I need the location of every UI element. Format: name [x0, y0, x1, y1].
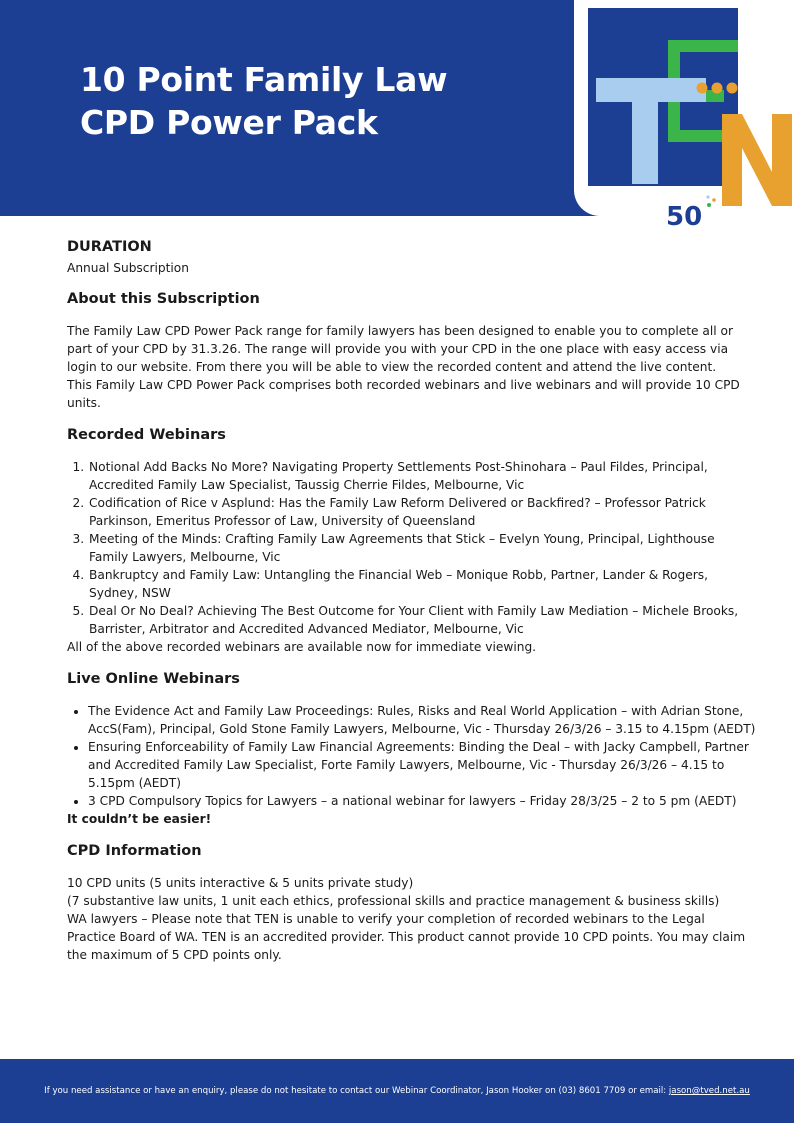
logo-letter-n	[722, 114, 792, 206]
footer-text: If you need assistance or have an enquiry, please do not hesitate to contact our Webinar Coordinator, Jason Hooker on (03) 8601 7709 or email:	[44, 1086, 669, 1096]
recorded-note: All of the above recorded webinars are available now for immediate viewing.	[67, 640, 537, 654]
cpd-line-2: (7 substantive law units, 1 unit each ethics, professional skills and practice management & business skills)	[67, 894, 720, 908]
cpd-line-1: 10 CPD units (5 units interactive & 5 units private study)	[67, 876, 414, 890]
main-content	[67, 238, 757, 964]
live-webinars-list	[67, 702, 757, 810]
recorded-heading: Recorded Webinars	[67, 427, 226, 443]
footer-email-link[interactable]: jason@tved.net.au	[668, 1086, 750, 1096]
logo-letter-t-stem	[632, 78, 658, 184]
ten-logo	[574, 0, 794, 232]
cpd-heading: CPD Information	[67, 843, 202, 859]
live-note: It couldn’t be easier!	[67, 812, 212, 826]
live-webinar-item: • 3 CPD Compulsory Topics for Lawyers – a national webinar for lawyers – Friday 28/3/25 – 2 to 5 pm (AEDT)	[88, 792, 757, 810]
anniversary-50-badge	[666, 195, 716, 232]
duration-value: Annual Subscription	[67, 261, 189, 275]
title-line-2: CPD Power Pack	[80, 103, 378, 142]
about-paragraph-1: The Family Law CPD Power Pack range for family lawyers has been designed to enable you to complete all or part of your CPD by 31.3.26. The range will provide you with your CPD in the one place with easy access via login to our website. From there you will be able to view the recorded content and attend the live content.	[67, 324, 734, 374]
recorded-webinar-item: 4. Bankruptcy and Family Law: Untangling the Financial Web – Monique Robb, Partner, Lander & Rogers, Sydney, NSW	[88, 566, 757, 602]
about-heading: About this Subscription	[67, 291, 260, 307]
cpd-line-3: WA lawyers – Please note that TEN is unable to verify your completion of recorded webinars to the Legal Practice Board of WA. TEN is an accredited provider. This product cannot provide 10 CPD points. You may claim the maximum of 5 CPD points only.	[67, 912, 746, 962]
logo-dot-1	[697, 83, 708, 94]
page-title	[80, 58, 447, 144]
live-heading: Live Online Webinars	[67, 671, 240, 687]
logo-dot-2	[712, 83, 723, 94]
title-line-1: 10 Point Family Law	[80, 60, 448, 99]
recorded-webinar-item: 5. Deal Or No Deal? Achieving The Best Outcome for Your Client with Family Law Mediation – Michele Brooks, Barrister, Arbitrator and Accredited Advanced Mediator, Melbourne, Vic	[88, 602, 757, 638]
logo-dot-3	[727, 83, 738, 94]
live-webinar-item: • The Evidence Act and Family Law Proceedings: Rules, Risks and Real World Application – with Adrian Stone, AccS(Fam), Principal, Gold Stone Family Lawyers, Melbourne, Vic - Thursday 26/3/26 – 3.15 to 4.15pm (AEDT)	[88, 702, 757, 738]
footer	[0, 1059, 794, 1123]
badge-50-text: 50	[666, 202, 703, 232]
recorded-webinar-item: 2. Codification of Rice v Asplund: Has the Family Law Reform Delivered or Backfired? – Professor Patrick Parkinson, Emeritus Professor of Law, University of Queensland	[88, 494, 757, 530]
live-webinar-item: • Ensuring Enforceability of Family Law Financial Agreements: Binding the Deal – with Jacky Campbell, Partner and Accredited Family Law Specialist, Forte Family Lawyers, Melbourne, Vic - Thursday 26/3/26 – 4.15 to 5.15pm (AEDT)	[88, 738, 757, 792]
about-paragraph-2: This Family Law CPD Power Pack comprises both recorded webinars and live webinars and will provide 10 CPD units.	[67, 378, 740, 410]
recorded-webinar-item: 3. Meeting of the Minds: Crafting Family Law Agreements that Stick – Evelyn Young, Principal, Lighthouse Family Lawyers, Melbourne, Vic	[88, 530, 757, 566]
recorded-webinars-list	[67, 458, 757, 638]
recorded-webinar-item: 1. Notional Add Backs No More? Navigating Property Settlements Post-Shinohara – Paul Fildes, Principal, Accredited Family Law Specialist, Taussig Cherrie Fildes, Melbourne, Vic	[88, 458, 757, 494]
duration-heading: DURATION	[67, 239, 152, 255]
